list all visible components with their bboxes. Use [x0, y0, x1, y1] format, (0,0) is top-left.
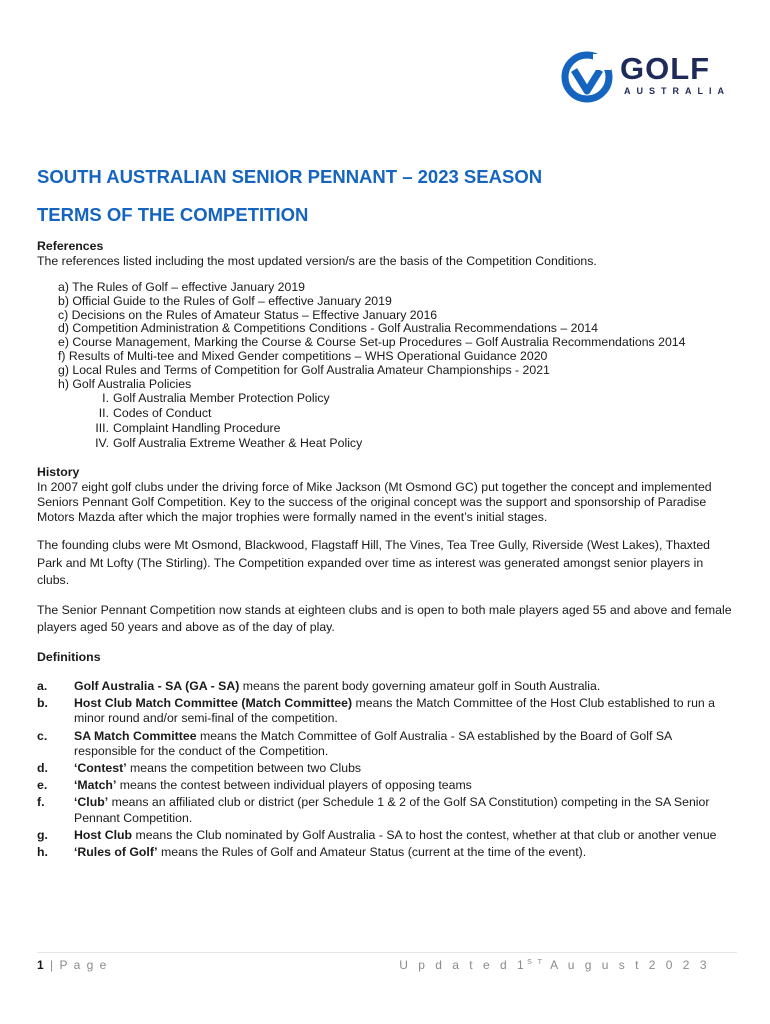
definition-letter: e.	[37, 778, 48, 793]
definition-letter: h.	[37, 845, 48, 860]
footer-divider	[37, 952, 737, 953]
policy-item	[89, 406, 737, 421]
updated-prefix: U p d a t e d 1	[399, 958, 528, 972]
policy-number: I.	[102, 391, 109, 406]
reference-item: h) Golf Australia Policies	[58, 376, 192, 391]
definition-item	[37, 761, 737, 777]
definition-text: means the contest between individual players of opposing teams	[116, 778, 472, 793]
policy-number: III.	[95, 421, 109, 436]
definition-text: means the Match Committee of the Host Club established to run a minor round and/or semi-final of the competition.	[74, 695, 716, 726]
definition-text: means an affiliated club or district (per Schedule 1 & 2 of the Golf SA Constitution) competing in the SA Senior Pennant Competition.	[74, 795, 710, 825]
reference-item: g) Local Rules and Terms of Competition for Golf Australia Amateur Championships - 2021	[58, 362, 550, 377]
definition-term: ‘Contest’	[74, 761, 127, 776]
references-intro: The references listed including the most updated version/s are the basis of the Competition Conditions.	[37, 254, 597, 268]
definitions-heading: Definitions	[37, 649, 101, 664]
history-paragraph-1: In 2007 eight golf clubs under the driving force of Mike Jackson (Mt Osmond GC) put together the concept and implemented Seniors Pennant Golf Competition. Key to the success of the original concept was the support and sponsorship of Paradise Motors Mazda after which the major trophies were formally named in the event’s initial stages.	[37, 480, 712, 525]
policy-text: Golf Australia Extreme Weather & Heat Policy	[113, 436, 363, 451]
history-paragraph-3: The Senior Pennant Competition now stands at eighteen clubs and is open to both male players aged 55 and above and female players aged 50 years and above as of the day of play.	[37, 602, 732, 635]
definitions-list	[37, 679, 737, 861]
definition-text: means the Club nominated by Golf Australia - SA to host the contest, whether at that club or another venue	[132, 827, 717, 842]
definition-letter: a.	[37, 678, 48, 693]
policy-number: IV.	[95, 436, 109, 451]
policy-number: II.	[98, 406, 109, 421]
history-paragraph-2: The founding clubs were Mt Osmond, Blackwood, Flagstaff Hill, The Vines, Tea Tree Gully, Riverside (West Lakes), Thaxted Park and Mt Lofty (The Stirling). The Competition expanded over time as interest was generated amongst senior players in clubs.	[37, 538, 710, 588]
page-number-value: 1	[37, 958, 46, 972]
definition-item	[37, 778, 737, 794]
updated-superscript: S T	[527, 959, 544, 966]
definition-item	[37, 845, 737, 861]
policy-item	[89, 436, 737, 451]
definition-letter: c.	[37, 728, 48, 743]
definition-term: Golf Australia - SA (GA - SA)	[74, 678, 240, 693]
definition-text: means the competition between two Clubs	[126, 761, 362, 776]
policy-text: Complaint Handling Procedure	[113, 421, 281, 436]
reference-item: f) Results of Multi-tee and Mixed Gender competitions – WHS Operational Guidance 2020	[58, 348, 548, 363]
definition-term: Host Club Match Committee (Match Committee)	[74, 695, 353, 710]
reference-item: a) The Rules of Golf – effective January 2019	[58, 280, 305, 294]
definition-letter: b.	[37, 695, 48, 710]
golf-australia-logo-icon	[560, 50, 614, 104]
definition-term: SA Match Committee	[74, 728, 197, 743]
page-label: | P a g e	[50, 958, 108, 972]
reference-item: b) Official Guide to the Rules of Golf – effective January 2019	[58, 293, 392, 308]
page-number	[37, 958, 108, 972]
golf-australia-logo	[560, 50, 730, 102]
references-list	[58, 281, 737, 391]
policy-text: Golf Australia Member Protection Policy	[113, 391, 330, 406]
definition-letter: f.	[37, 795, 45, 810]
definition-item	[37, 795, 737, 826]
logo-wordmark: GOLF	[620, 51, 711, 86]
reference-item: d) Competition Administration & Competitions Conditions - Golf Australia Recommendations – 2014	[58, 321, 598, 336]
definition-text: means the Match Committee of Golf Australia - SA established by the Board of Golf SA responsible for the conduct of the Competition.	[74, 728, 672, 759]
policy-item	[89, 391, 737, 406]
definition-item	[37, 679, 737, 695]
reference-item: e) Course Management, Marking the Course & Course Set-up Procedures – Golf Australia Recommendations 2014	[58, 335, 686, 350]
page-title: SOUTH AUSTRALIAN SENIOR PENNANT – 2023 SEASON	[37, 166, 543, 187]
definition-item	[37, 828, 737, 844]
definition-text: means the parent body governing amateur golf in South Australia.	[239, 678, 601, 693]
definition-item	[37, 729, 737, 760]
updated-suffix: A u g u s t 2 0 2 3	[543, 958, 710, 972]
references-heading: References	[37, 239, 104, 253]
definition-text: means the Rules of Golf and Amateur Status (current at the time of the event).	[157, 845, 587, 860]
history-heading: History	[37, 465, 80, 480]
policy-item	[89, 421, 737, 436]
definition-term: ‘Club’	[74, 795, 109, 810]
definition-letter: g.	[37, 827, 48, 842]
definition-term: ‘Rules of Golf’	[74, 845, 158, 860]
policy-text: Codes of Conduct	[113, 406, 212, 421]
definition-term: ‘Match’	[74, 778, 117, 793]
definition-letter: d.	[37, 761, 48, 776]
reference-item: c) Decisions on the Rules of Amateur Status – Effective January 2016	[58, 307, 438, 322]
definition-term: Host Club	[74, 827, 133, 842]
policies-list	[37, 391, 737, 451]
definition-item	[37, 696, 737, 727]
document-body	[37, 239, 737, 862]
logo-subtext: AUSTRALIA	[624, 86, 730, 96]
updated-date	[399, 958, 710, 972]
page-subtitle: TERMS OF THE COMPETITION	[37, 204, 309, 225]
